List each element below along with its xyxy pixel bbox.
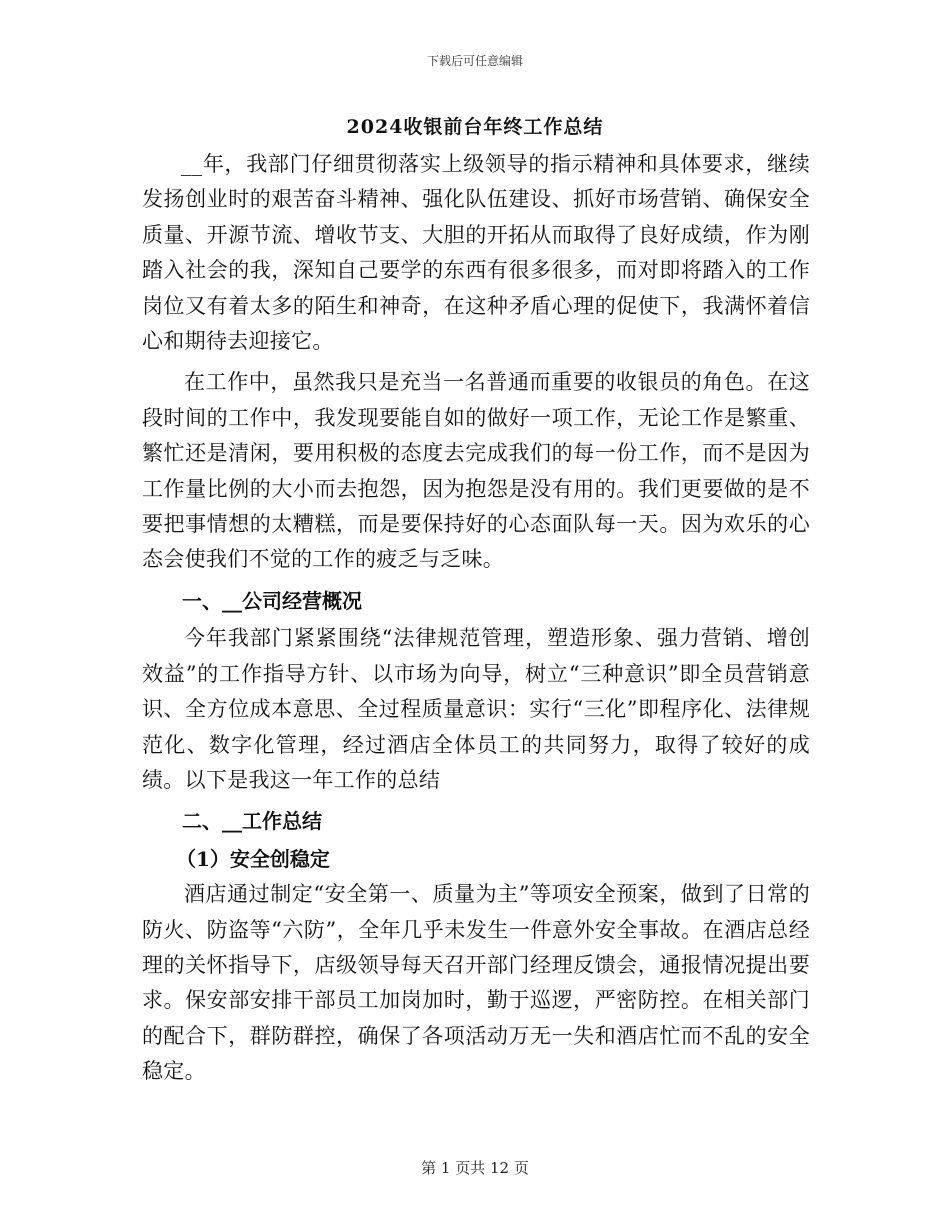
safety-paragraph: 酒店通过制定“安全第一、质量为主”等项安全预案，做到了日常的防火、防盗等“六防”，全年几乎未发生一件意外安全事故。在酒店总经理的关怀指导下，店级领导每天召开部门经理反馈会，通报情况提出要求。保安部安排干部员工加岗加时，勤于巡逻，严密防控。在相关部门的配合下，群防群控，确保了各项活动万无一失和酒店忙而不乱的安全稳定。 bbox=[142, 882, 810, 1084]
work-attitude-paragraph: 在工作中，虽然我只是充当一名普通而重要的收银员的角色。在这段时间的工作中，我发现要能自如的做好一项工作，无论工作是繁重、繁忙还是清闲，要用积极的态度去完成我们的每一份工作，而不是因为工作量比例的大小而去抱怨，因为抱怨是没有用的。我们更要做的是不要把事情想的太糟糕，而是要保持好的心态面队每一天。因为欢乐的心态会使我们不觉的工作的疲乏与乏味。 bbox=[142, 370, 810, 572]
intro-paragraph: __年，我部门仔细贯彻落实上级领导的指示精神和具体要求，继续发扬创业时的艰苦奋斗精神、强化队伍建设、抓好市场营销、确保安全质量、开源节流、增收节支、大胆的开拓从而取得了良好成绩，作为刚踏入社会的我，深知自己要学的东西有很多很多，而对即将踏入的工作岗位又有着太多的陌生和神奇，在这种矛盾心理的促使下，我满怀着信心和期待去迎接它。 bbox=[142, 152, 810, 354]
document-body bbox=[142, 147, 810, 1090]
section-heading-company-overview: 一、__公司经营概况 bbox=[182, 588, 362, 613]
subsection-heading-safety: （1）安全创稳定 bbox=[176, 846, 330, 871]
section-heading-work-summary: 二、__工作总结 bbox=[182, 809, 322, 834]
company-overview-paragraph: 今年我部门紧紧围绕“法律规范管理，塑造形象、强力营销、增创效益”的工作指导方针、以市场为向导，树立“三种意识”即全员营销意识、全方位成本意思、全过程质量意识：实行“三化”即程序化、法律规范化、数字化管理，经过酒店全体员工的共同努力，取得了较好的成绩。以下是我这一年工作的总结 bbox=[142, 626, 810, 792]
page-header-note: 下载后可任意编辑 bbox=[426, 54, 523, 68]
document-title: 2024收银前台年终工作总结 bbox=[346, 116, 604, 138]
page-number-footer: 第 1 页共 12 页 bbox=[421, 1159, 529, 1177]
